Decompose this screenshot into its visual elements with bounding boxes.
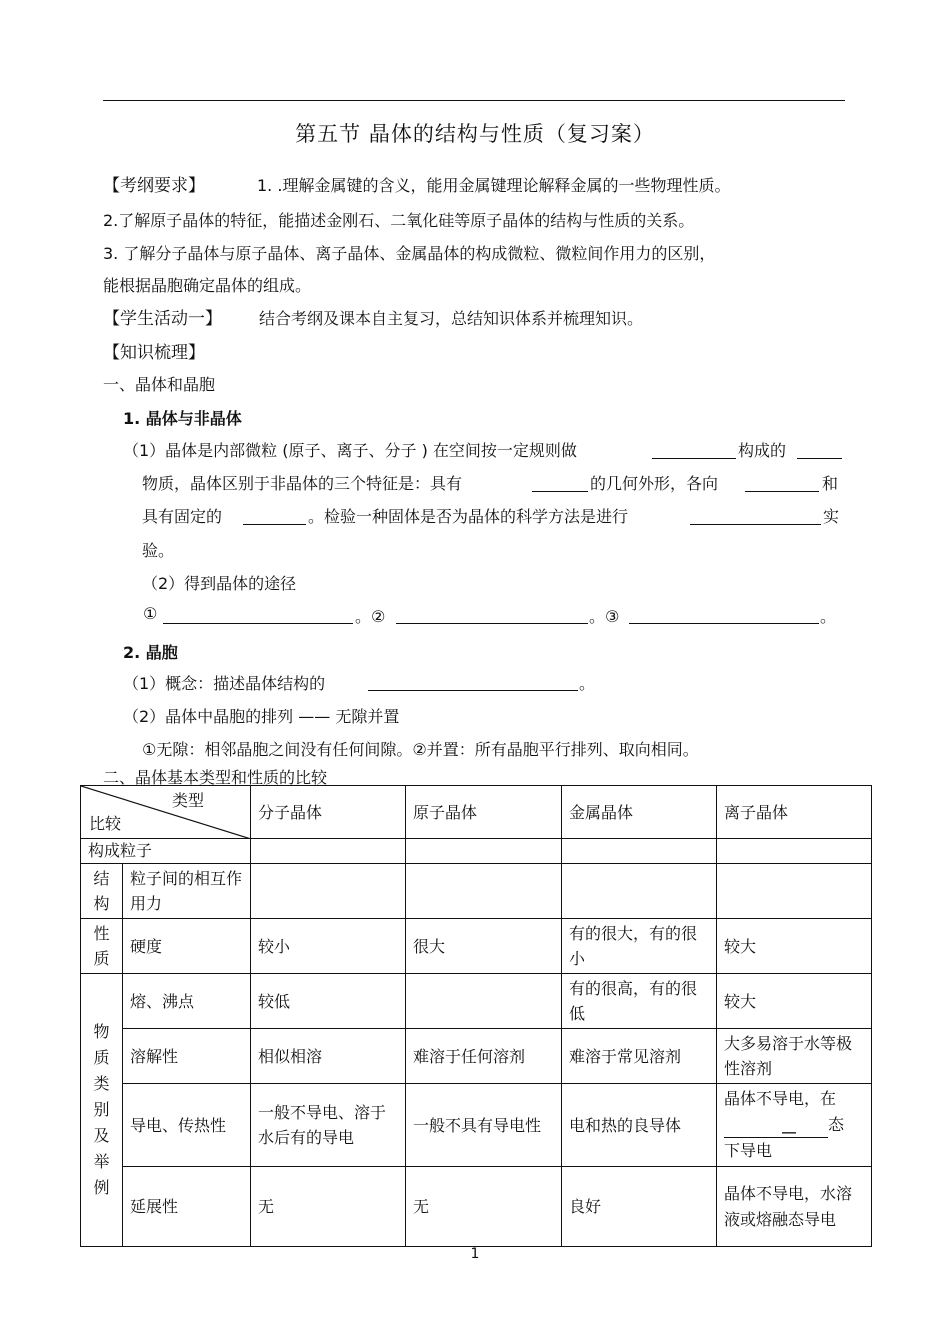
comparison-table	[80, 785, 872, 1247]
arrangement-line: （2）晶体中晶胞的排列 —— 无隙并置	[123, 707, 400, 726]
knowledge-label: 【知识梳理】	[103, 343, 205, 363]
table-cell: 无	[251, 1167, 406, 1247]
column-header: 离子晶体	[717, 786, 872, 839]
method-separator: 。②	[355, 607, 386, 626]
table-cell: 难溶于任何溶剂	[406, 1029, 562, 1084]
subheading-crystal: 1. 晶体与非晶体	[123, 409, 242, 428]
blank-line[interactable]	[652, 458, 736, 459]
paragraph-1b: 构成的	[738, 441, 787, 460]
table-cell	[562, 864, 717, 919]
table-cell	[717, 839, 872, 864]
table-cell: 无	[406, 1167, 562, 1247]
subheading-cell: 2. 晶胞	[123, 643, 178, 662]
ionic-conductivity-blank-row	[724, 1112, 864, 1138]
table-row	[81, 864, 872, 919]
row-label-melting: 熔、沸点	[123, 974, 251, 1029]
blank-line[interactable]	[396, 623, 588, 624]
table-cell	[406, 974, 562, 1029]
column-header: 金属晶体	[562, 786, 717, 839]
table-cell: 较小	[251, 919, 406, 974]
row-label-solubility: 溶解性	[123, 1029, 251, 1084]
requirement-2: 2.了解原子晶体的特征，能描述金刚石、二氧化硅等原子晶体的结构与性质的关系。	[103, 211, 695, 230]
paragraph-1e: 和	[822, 474, 839, 493]
blank-line[interactable]	[629, 623, 819, 624]
table-corner-cell	[81, 786, 251, 839]
group-label-property: 性质	[81, 919, 123, 974]
table-cell	[406, 839, 562, 864]
table-cell: 良好	[562, 1167, 717, 1247]
blank-line[interactable]	[724, 1119, 828, 1138]
concept-line: （1）概念：描述晶体结构的	[123, 674, 326, 693]
row-label-conductivity: 导电、传热性	[123, 1084, 251, 1167]
group-label-examples: 物质类别及举例	[81, 974, 123, 1247]
requirement-1: 1. .理解金属键的含义，能用金属键理论解释金属的一些物理性质。	[257, 176, 731, 195]
paragraph-1d: 的几何外形，各向	[590, 474, 719, 493]
method-end: 。	[820, 607, 837, 626]
table-cell-ionic-conductivity	[717, 1084, 872, 1167]
method-marker: ①	[143, 604, 158, 623]
paragraph-2: （2）得到晶体的途径	[142, 574, 297, 593]
table-cell	[406, 864, 562, 919]
row-label-ductility: 延展性	[123, 1167, 251, 1247]
table-cell	[562, 839, 717, 864]
table-row	[81, 839, 872, 864]
paragraph-1f: 具有固定的	[142, 507, 223, 526]
requirement-3a: 3. 了解分子晶体与原子晶体、离子晶体、金属晶体的构成微粒、微粒间作用力的区别，	[103, 244, 716, 263]
paragraph-1i: 验。	[142, 541, 175, 560]
table-cell: 相似相溶	[251, 1029, 406, 1084]
table-cell	[251, 839, 406, 864]
requirements-label: 【考纲要求】	[103, 176, 205, 196]
table-row	[81, 1084, 872, 1167]
section2-heading: 二、晶体基本类型和性质的比较	[103, 768, 328, 787]
paragraph-1c: 物质，晶体区别于非晶体的三个特征是：具有	[142, 474, 463, 493]
activity-text: 结合考纲及课本自主复习，总结知识体系并梳理知识。	[259, 309, 644, 328]
table-cell	[251, 864, 406, 919]
activity-label: 【学生活动一】	[103, 309, 222, 329]
table-cell: 电和热的良导体	[562, 1084, 717, 1167]
table-cell: 大多易溶于水等极性溶剂	[717, 1029, 872, 1084]
table-cell: 一般不导电、溶于水后有的导电	[251, 1084, 406, 1167]
table-cell: 较大	[717, 974, 872, 1029]
corner-label-compare: 比较	[89, 814, 122, 833]
paragraph-1h: 实	[823, 507, 840, 526]
table-cell	[717, 864, 872, 919]
table-cell: 晶体不导电，水溶液或熔融态导电	[717, 1167, 872, 1247]
concept-end: 。	[579, 674, 596, 693]
blank-line[interactable]	[532, 491, 588, 492]
table-cell: 很大	[406, 919, 562, 974]
table-row	[81, 1029, 872, 1084]
paragraph-1a: （1）晶体是内部微粒 (原子、离子、分子 ) 在空间按一定规则做	[123, 441, 577, 460]
method-separator: 。③	[589, 607, 620, 626]
row-label-particles: 构成粒子	[81, 839, 251, 864]
blank-line[interactable]	[745, 491, 819, 492]
row-label-hardness: 硬度	[123, 919, 251, 974]
column-header: 原子晶体	[406, 786, 562, 839]
table-cell: 有的很大，有的很小	[562, 919, 717, 974]
table-row	[81, 974, 872, 1029]
table-row	[81, 919, 872, 974]
table-cell: 有的很高，有的很低	[562, 974, 717, 1029]
ionic-conductivity-end: 下导电	[724, 1141, 773, 1160]
table-cell: 较低	[251, 974, 406, 1029]
table-row	[81, 1167, 872, 1247]
table-header-row	[81, 786, 872, 839]
ionic-conductivity-state: 态	[828, 1115, 845, 1134]
table-cell: 难溶于常见溶剂	[562, 1029, 717, 1084]
blank-line[interactable]	[243, 524, 306, 525]
page-number: 1	[470, 1246, 480, 1262]
arrangement-explain: ①无隙：相邻晶胞之间没有任何间隙。②并置：所有晶胞平行排列、取向相同。	[142, 740, 699, 759]
table-cell: 较大	[717, 919, 872, 974]
table-cell: 一般不具有导电性	[406, 1084, 562, 1167]
blank-line[interactable]	[690, 524, 821, 525]
requirement-3b: 能根据晶胞确定晶体的组成。	[103, 276, 312, 295]
group-label-structure: 结构	[81, 864, 123, 919]
blank-line[interactable]	[163, 623, 353, 624]
blank-line[interactable]	[797, 458, 842, 459]
page-title: 第五节 晶体的结构与性质（复习案）	[295, 122, 655, 146]
ionic-conductivity-text: 晶体不导电，在	[724, 1089, 837, 1108]
column-header: 分子晶体	[251, 786, 406, 839]
blank-line[interactable]	[368, 690, 578, 691]
header-rule	[103, 100, 845, 101]
corner-label-type: 类型	[171, 791, 204, 810]
paragraph-1g: 。检验一种固体是否为晶体的科学方法是进行	[308, 507, 629, 526]
section1-heading: 一、晶体和晶胞	[103, 375, 216, 394]
blank-mark: __	[782, 1118, 796, 1134]
row-label-force: 粒子间的相互作用力	[123, 864, 251, 919]
